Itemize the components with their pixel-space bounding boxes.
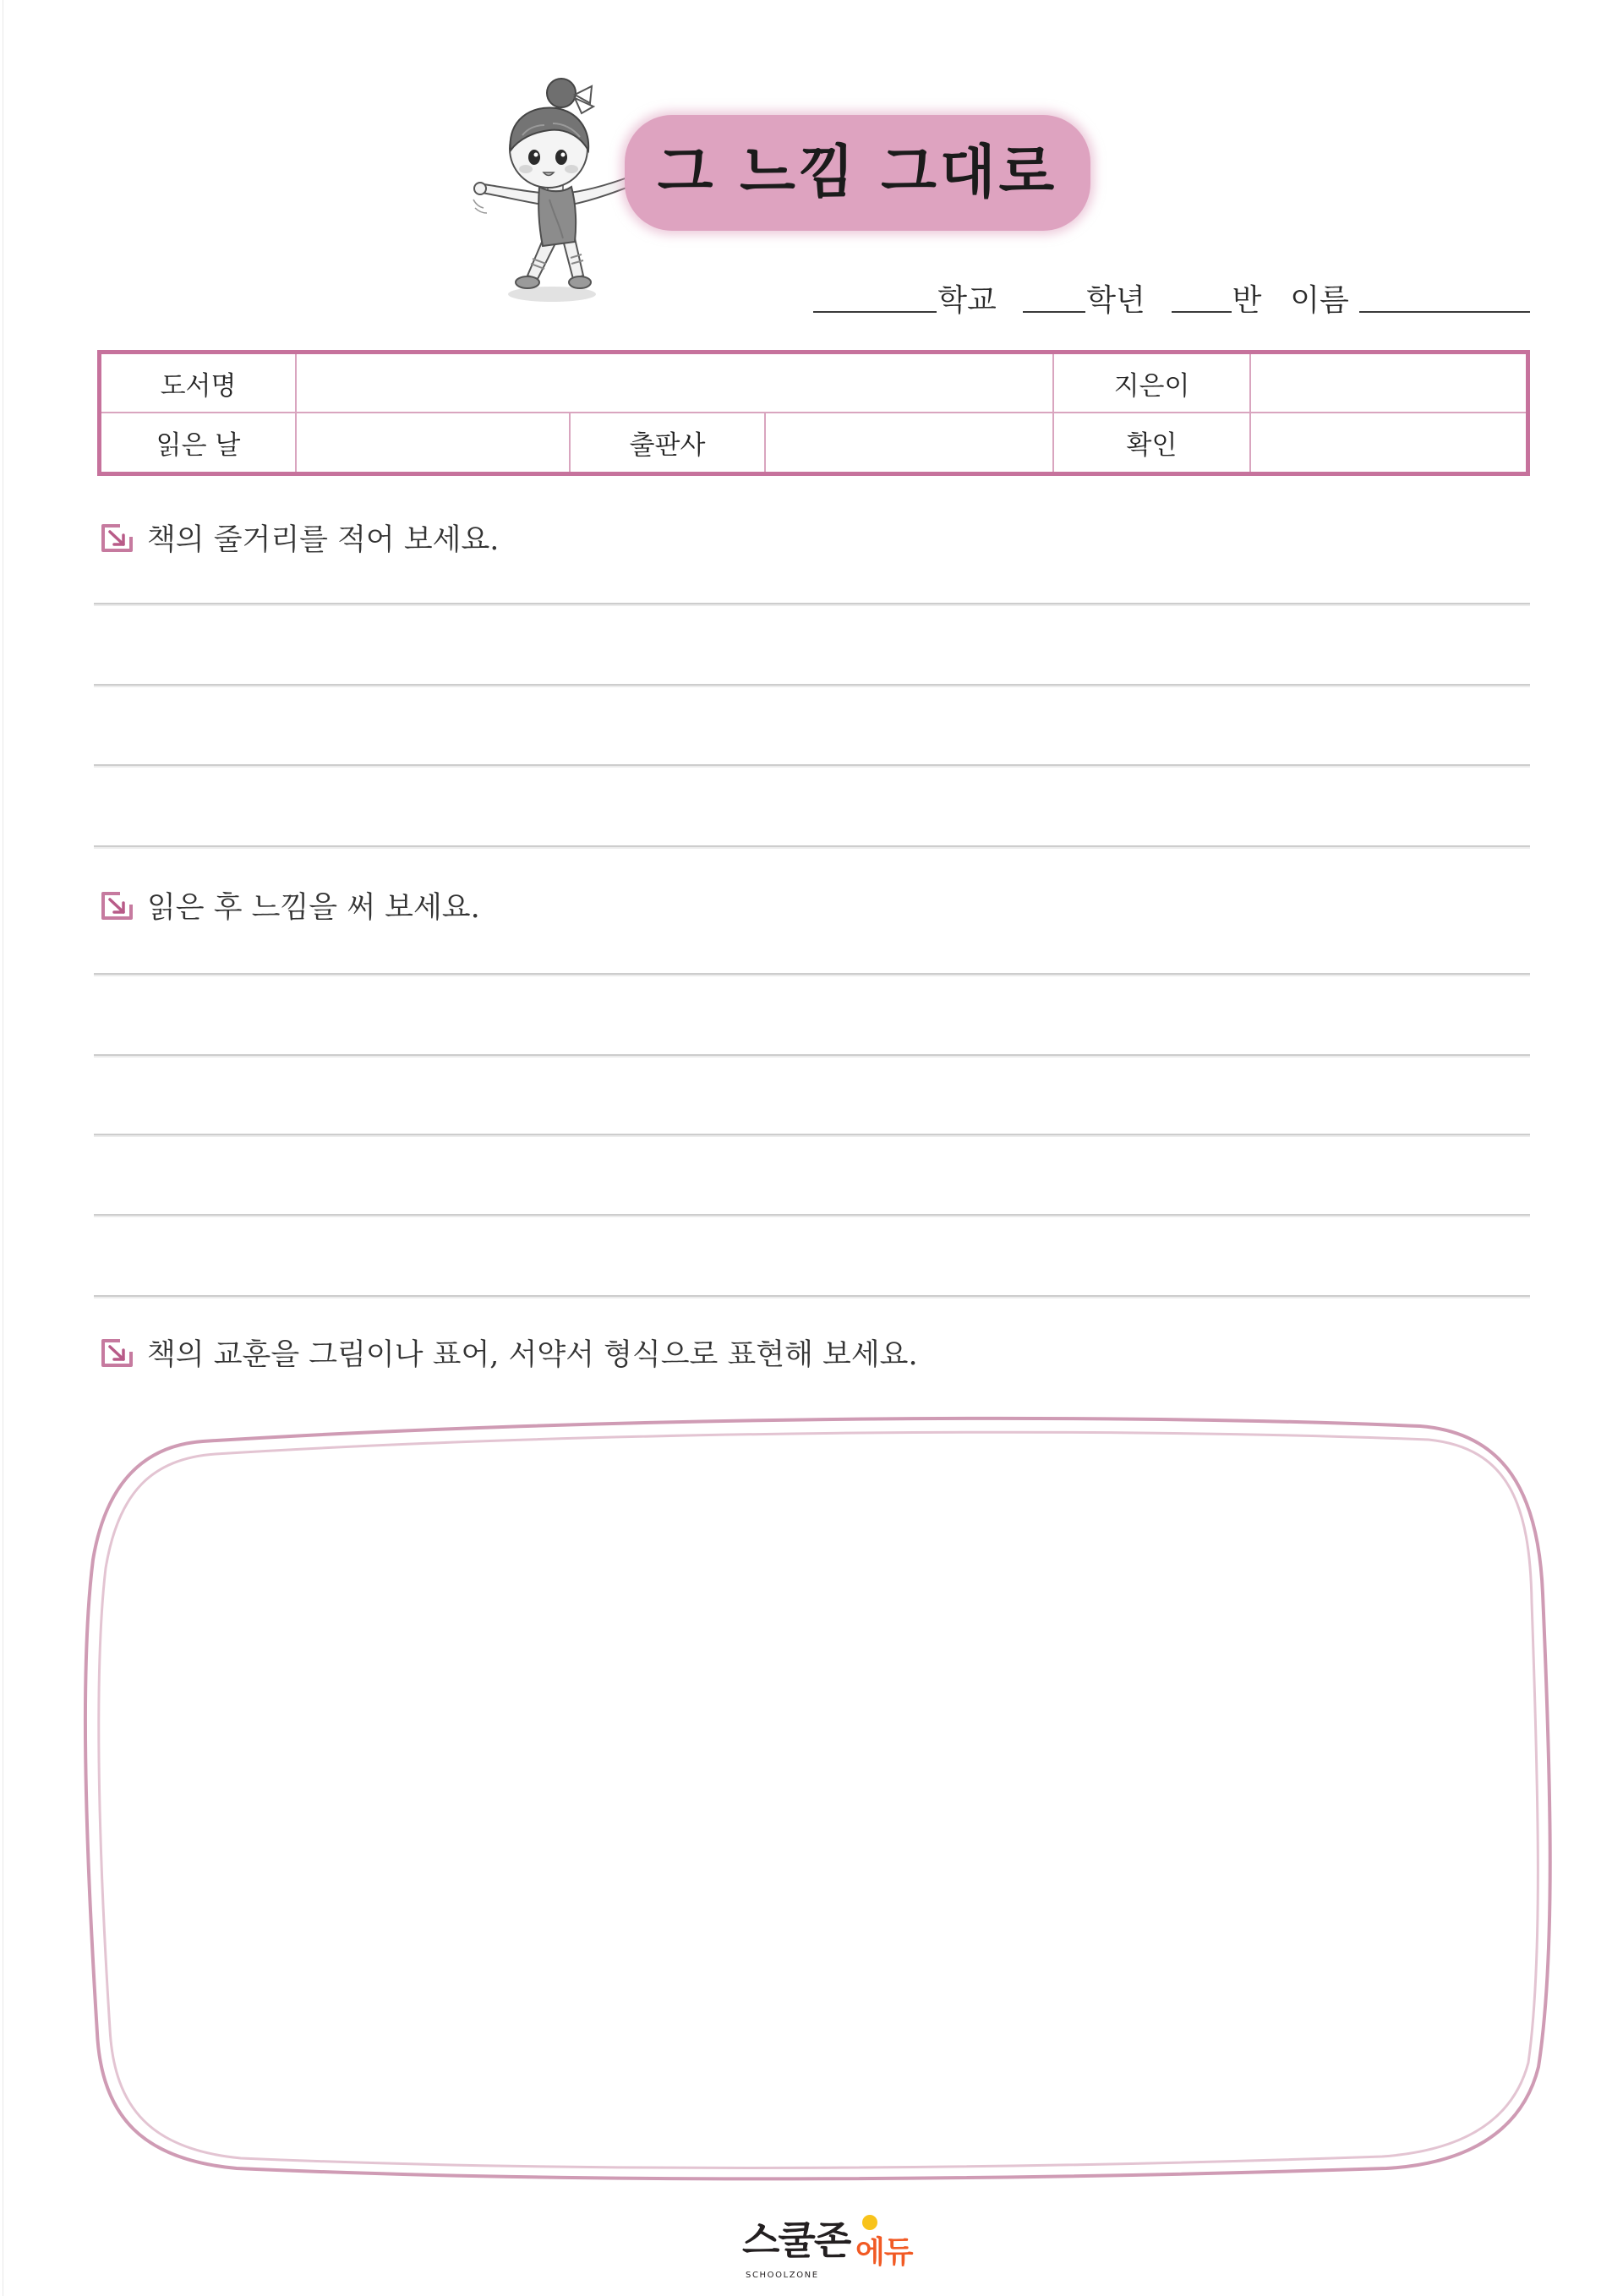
writing-line	[94, 973, 1530, 975]
school-label: 학교	[937, 283, 997, 318]
school-blank	[813, 311, 937, 313]
publisher-label: 출판사	[571, 413, 766, 472]
date-read-cell	[297, 413, 571, 472]
name-label: 이름	[1290, 283, 1349, 318]
section-summary-heading	[100, 520, 499, 555]
writing-line	[94, 845, 1530, 847]
class-label: 반	[1232, 283, 1262, 318]
page-title: 그 느낌 그대로	[657, 139, 1058, 206]
section-prompt: 책의 줄거리를 적어 보세요.	[147, 523, 500, 557]
writing-line	[94, 603, 1530, 604]
writing-line	[94, 1295, 1530, 1297]
arrow-down-right-icon	[100, 889, 135, 921]
name-blank	[1359, 311, 1530, 313]
section-feelings-heading	[100, 888, 480, 923]
writing-line	[94, 1214, 1530, 1216]
grade-blank	[1023, 311, 1085, 313]
writing-line	[94, 1054, 1530, 1056]
student-info-line	[813, 272, 1530, 320]
section-lesson-heading	[100, 1335, 918, 1370]
date-read-label: 읽은 날	[101, 413, 297, 472]
writing-line	[94, 684, 1530, 686]
book-title-cell	[297, 354, 1054, 413]
schoolzone-edu-logo	[735, 2208, 930, 2289]
book-title-label: 도서명	[101, 354, 297, 413]
section-prompt: 읽은 후 느낌을 써 보세요.	[147, 891, 480, 925]
author-label: 지은이	[1054, 354, 1251, 413]
confirm-label: 확인	[1054, 413, 1251, 472]
arrow-down-right-icon	[100, 522, 135, 554]
logo-sub-text: SCHOOLZONE	[746, 2271, 819, 2280]
grade-label: 학년	[1086, 283, 1145, 318]
class-blank	[1172, 311, 1232, 313]
drawing-frame	[68, 1408, 1564, 2202]
logo-main-text: 스쿨존	[742, 2217, 850, 2263]
publisher-cell	[766, 413, 1054, 472]
writing-line	[94, 764, 1530, 766]
arrow-down-right-icon	[100, 1337, 135, 1369]
section-prompt: 책의 교훈을 그림이나 표어, 서약서 형식으로 표현해 보세요.	[147, 1338, 918, 1372]
confirm-cell	[1251, 413, 1526, 472]
author-cell	[1251, 354, 1526, 413]
title-banner	[625, 115, 1090, 231]
writing-line	[94, 1134, 1530, 1135]
logo-accent-text: 에듀	[855, 2235, 913, 2270]
book-info-table	[97, 350, 1530, 476]
